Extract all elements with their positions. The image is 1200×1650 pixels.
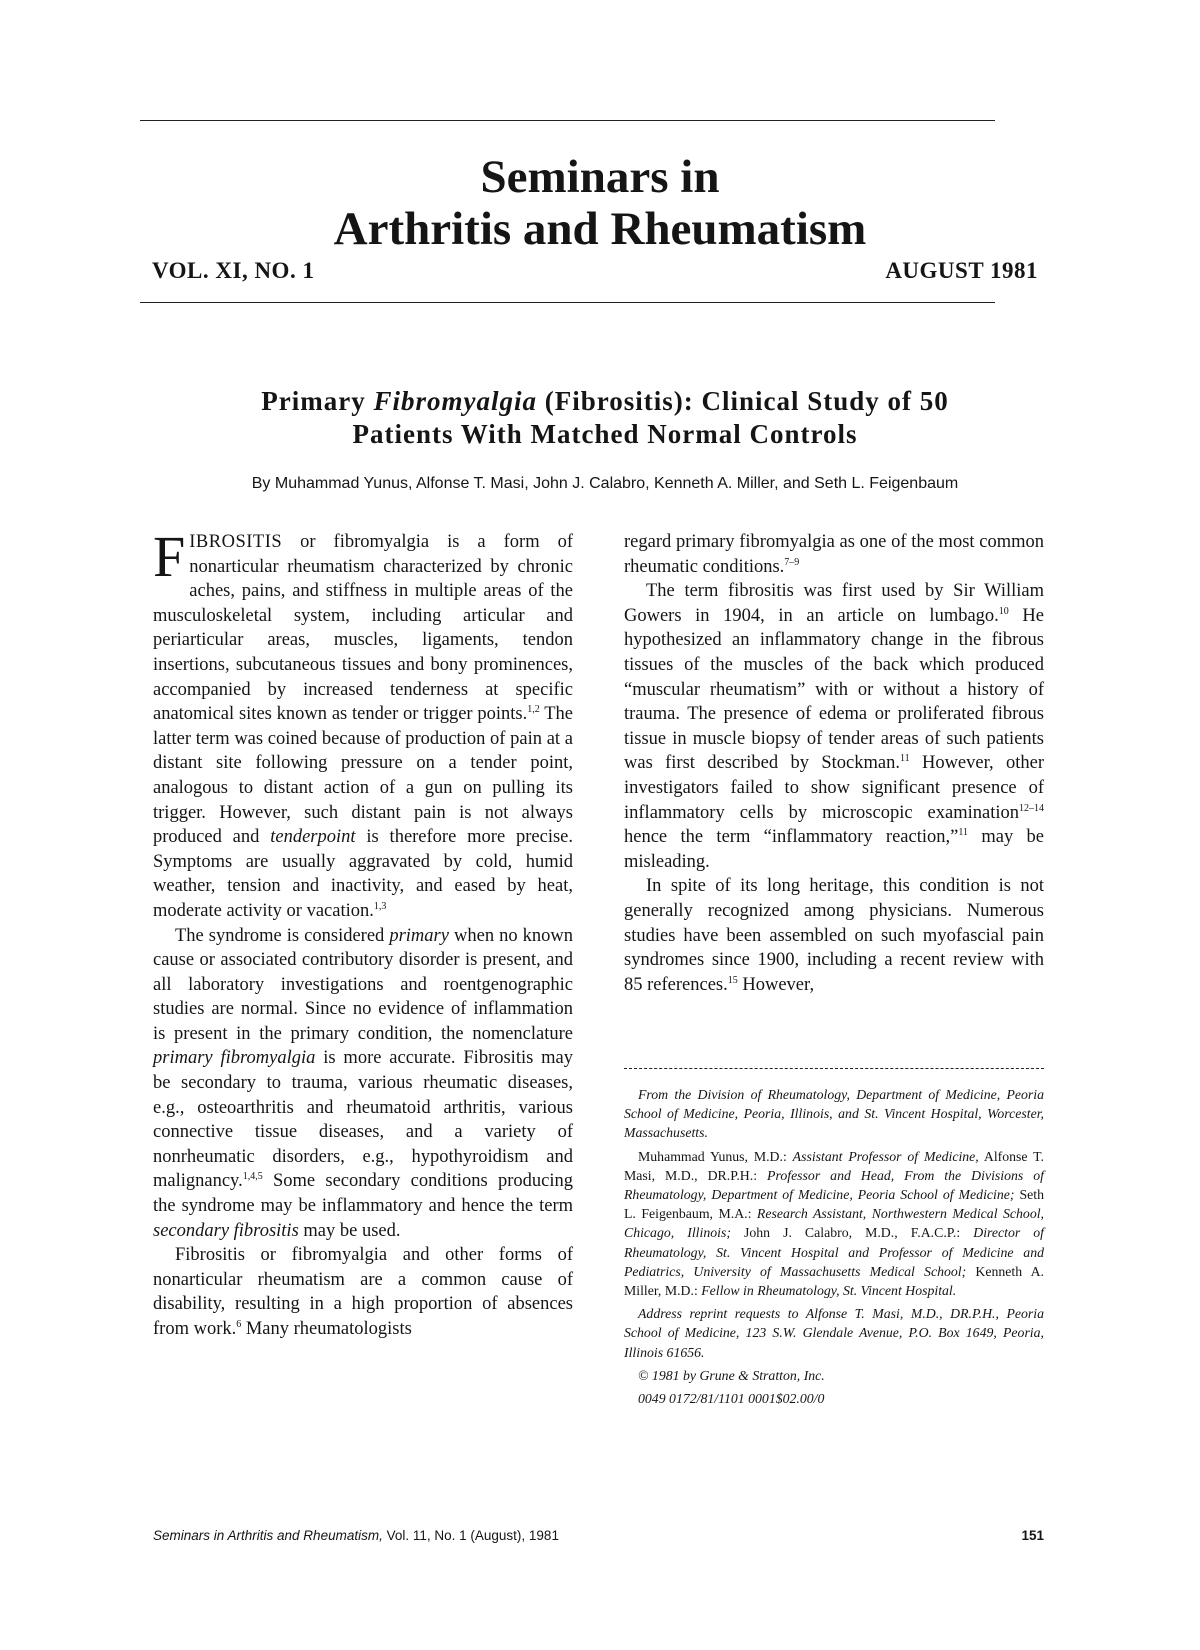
- footer-issue: Vol. 11, No. 1 (August), 1981: [382, 1528, 559, 1543]
- article-title-part: (Fibrositis): Clinical Study of 50: [536, 386, 949, 416]
- footnotes: [624, 1085, 1044, 1412]
- citation-ref: 15: [727, 974, 738, 986]
- text-run: Kenneth A. Miller, M.D.:: [624, 1263, 1044, 1299]
- journal-title-line2: Arthritis and Rheumatism: [333, 203, 867, 255]
- footer-citation: [153, 1528, 559, 1543]
- body-column-right: [624, 530, 1044, 997]
- text-run: Alfonse T. Masi, M.D., DR.P.H.:: [624, 1148, 1044, 1183]
- footnote-reprints: [624, 1304, 1044, 1362]
- volume-number: VOL. XI, NO. 1: [152, 258, 315, 283]
- footnote-affiliation: [624, 1085, 1044, 1143]
- article-title: [150, 385, 1060, 451]
- text-run: IBROSITIS: [189, 532, 283, 552]
- text-run-italic: From the Division of Rheumatology, Department of Medicine, Peoria School of Medicine, Peoria, Illinois, and St. Vincent Hospital, Worcester, Massachusetts.: [624, 1087, 1044, 1141]
- footer-journal: Seminars in Arthritis and Rheumatism,: [153, 1528, 383, 1543]
- text-run: may be used.: [298, 1220, 401, 1241]
- citation-ref: 10: [998, 605, 1009, 617]
- top-rule: [140, 120, 995, 121]
- text-run: hence the term “inflammatory reaction,”: [624, 827, 959, 848]
- citation-ref: 12–14: [1019, 802, 1044, 814]
- text-run: or fibromyalgia is a form of nonarticular rheumatism characterized by chronic aches, pains, and stiffness in multiple areas of the musculoskeletal system, including articular and periarticular areas, muscles, ligaments, tendon insertions, subcutaneous tissues and bony prominences, accompanied by increased tenderness at specific anatomical sites known as tender or trigger points.: [153, 532, 573, 725]
- text-run: Many rheumatologists: [241, 1319, 412, 1339]
- text-run: is more accurate. Fibrositis may be secondary to trauma, various rheumatic diseases, e.g., osteoarthritis and rheumatoid arthritis, various connective tissue diseases, and a variety of nonrheumatic disorders, e.g., hypothyroidism and malignancy.: [153, 1048, 574, 1192]
- text-run-italic: © 1981 by Grune & Stratton, Inc.: [638, 1367, 825, 1383]
- article-title-line2: Patients With Matched Normal Controls: [352, 419, 858, 449]
- text-run-italic: 0049 0172/81/1101 0001$02.00/0: [638, 1391, 825, 1407]
- text-run: John J. Calabro, M.D., F.A.C.P.:: [730, 1225, 974, 1241]
- drop-cap: F: [153, 524, 186, 589]
- citation-ref: 1,3: [373, 900, 387, 912]
- footnote-copyright: [624, 1366, 1044, 1385]
- text-run-italic: Address reprint requests to Alfonse T. Masi, M.D., DR.P.H., Peoria School of Medicine, 123 S.W. Glendale Avenue, P.O. Box 1649, Peoria, Illinois 61656.: [624, 1306, 1044, 1360]
- text-run: The syndrome is considered: [175, 925, 390, 946]
- article-title-part: Primary: [261, 386, 374, 416]
- byline: By Muhammad Yunus, Alfonse T. Masi, John J. Calabro, Kenneth A. Miller, and Seth L. Feigenbaum: [251, 475, 959, 492]
- text-run-italic: Director of Rheumatology, St. Vincent Hospital and Professor of Medicine and Pediatrics, University of Massachusetts Medical School;: [624, 1225, 1045, 1279]
- text-run: The term fibrositis was first used by Sir William Gowers in 1904, in an article on lumbago.: [624, 581, 1044, 626]
- text-run: Fibrositis or fibromyalgia and other forms of nonarticular rheumatism are a common cause of disability, resulting in a high proportion of absences from work.: [153, 1245, 573, 1339]
- text-run-italic: Research Assistant, Northwestern Medical School, Chicago, Illinois;: [624, 1206, 1044, 1241]
- footnote-code: [624, 1389, 1044, 1408]
- text-run: regard primary fibromyalgia as one of the most common rheumatic conditions.: [624, 532, 1044, 577]
- text-run-italic: primary: [389, 925, 449, 946]
- issue-date: AUGUST 1981: [885, 258, 1038, 283]
- text-run: is therefore more precise. Symptoms are usually aggravated by cold, humid weather, tension and inactivity, and eased by heat, moderate activity or vacation.: [153, 827, 574, 921]
- citation-ref: 11: [958, 826, 968, 838]
- citation-ref: 11: [899, 753, 910, 765]
- paragraph-history: [624, 579, 1044, 874]
- text-run-italic: secondary fibrositis: [153, 1220, 299, 1241]
- citation-ref: 1,2: [527, 704, 540, 715]
- text-run-italic: Professor and Head, From the Divisions of Rheumatology, Department of Medicine, Peoria School of Medicine;: [624, 1167, 1044, 1203]
- text-run: The latter term was coined because of production of pain at a distant site following pressure on a tender point, analogous to distant action of a gun on pulling its trigger. However, such distant pain is not always produced and: [153, 704, 573, 848]
- text-run-italic: primary fibromyalgia: [153, 1048, 316, 1069]
- text-run: Some secondary conditions producing the syndrome may be inflammatory and hence the term: [153, 1171, 573, 1217]
- body-column-left: [153, 524, 574, 1342]
- journal-title-line1: Seminars in: [480, 151, 720, 203]
- citation-ref: 1,4,5: [242, 1171, 263, 1183]
- text-run: may be misleading.: [624, 827, 1045, 872]
- text-run: Seth L. Feigenbaum, M.A.:: [624, 1187, 1045, 1222]
- paragraph-recognition: [624, 874, 1044, 997]
- citation-ref: 7–9: [784, 556, 800, 568]
- paragraph-intro: [153, 524, 574, 924]
- masthead-bottom-rule: [140, 302, 995, 303]
- text-run: He hypothesized an inflammatory change in the fibrous tissues of the muscles of the back which produced “muscular rheumatism” with or without a history of trauma. The presence of edema or proliferated fibrous tissue in muscle biopsy of tender areas of such patients was first described by Stockman.: [624, 605, 1044, 774]
- page-number: 151: [1021, 1528, 1044, 1543]
- text-run: However,: [737, 974, 815, 995]
- article-title-italic: Fibromyalgia: [373, 386, 537, 416]
- text-run: In spite of its long heritage, this condition is not generally recognized among physicians. Numerous studies have been assembled on such myofascial pain syndromes since 1900, including a recent review with 85 references.: [624, 876, 1044, 995]
- text-run: However, other investigators failed to show significant presence of inflammatory cells by microscopic examination: [624, 753, 1045, 823]
- text-run-italic: tenderpoint: [270, 827, 356, 848]
- paragraph-continuation: [624, 530, 1044, 579]
- footnote-rule: [624, 1068, 1044, 1069]
- paragraph-primary: [153, 924, 573, 1244]
- citation-ref: 6: [236, 1318, 242, 1330]
- text-run: when no known cause or associated contributory disorder is present, and all laboratory investigations and roentgenographic studies are normal. Since no evidence of inflammation is present in the primary condition, the nomenclature: [153, 925, 574, 1044]
- footnote-authors: [624, 1147, 1044, 1301]
- text-run: Muhammad Yunus, M.D.:: [638, 1148, 793, 1164]
- paragraph-disability: [153, 1243, 573, 1341]
- text-run-italic: Fellow in Rheumatology, St. Vincent Hospital.: [701, 1283, 957, 1299]
- text-run-italic: Assistant Professor of Medicine,: [792, 1148, 979, 1164]
